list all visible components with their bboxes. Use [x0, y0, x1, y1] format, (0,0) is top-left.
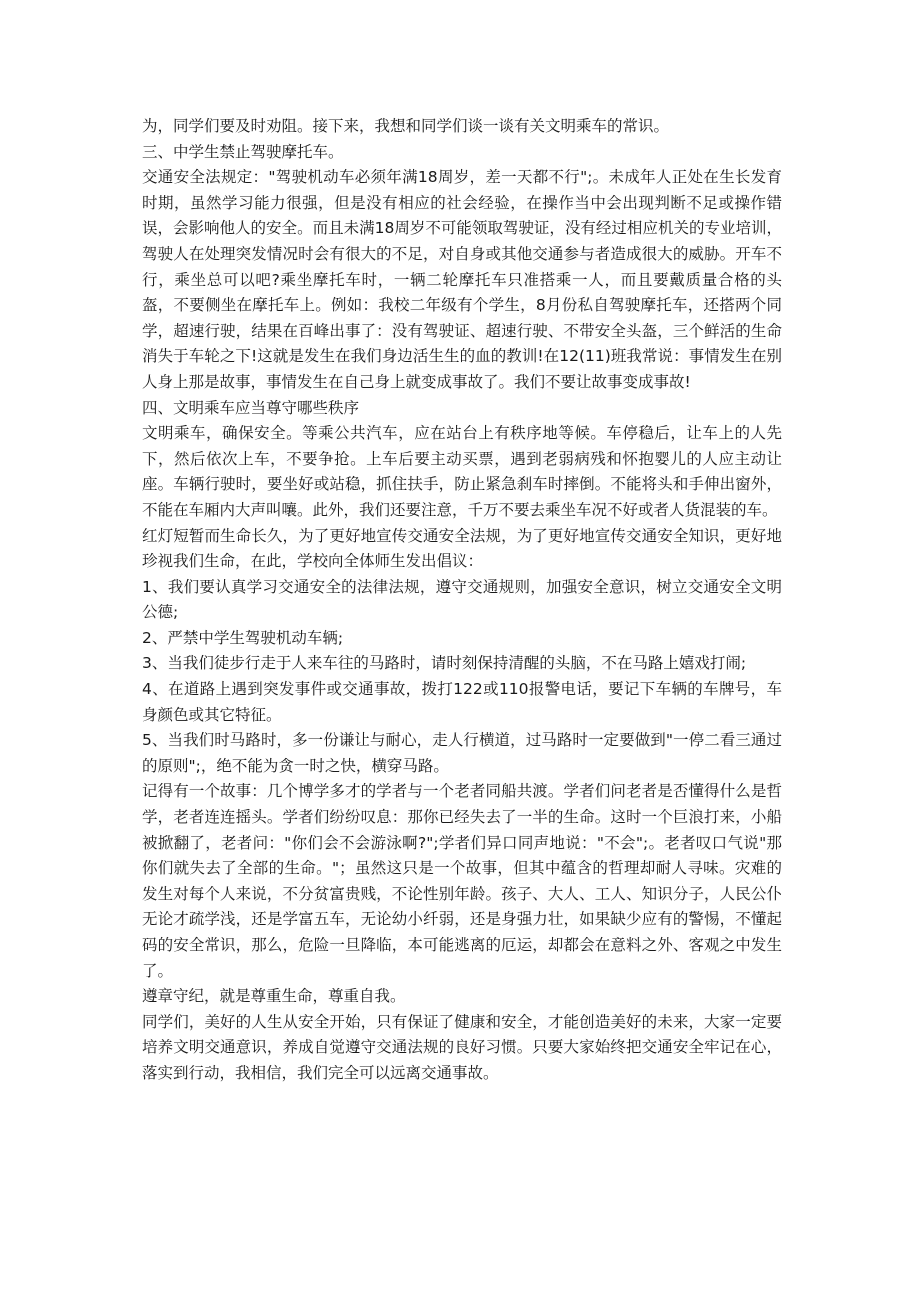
paragraph-conclusion: 同学们，美好的人生从安全开始，只有保证了健康和安全，才能创造美好的未来，大家一定要培养文明交通意识，养成自觉遵守交通法规的良好习惯。只要大家始终把交通安全牢记在心，落实到行动，我相信，我们完全可以远离交通事故。	[142, 1012, 782, 1082]
list-item-proposal-5: 5、当我们时马路时，多一份谦让与耐心，走人行横道，过马路时一定要做到"一停二看三通过的原则";，绝不能为贪一时之快，横穿马路。	[142, 731, 782, 775]
paragraph-proposal-intro: 红灯短暂而生命长久，为了更好地宣传交通安全法规，为了更好地宣传交通安全知识，更好地珍视我们生命，在此，学校向全体师生发出倡议：	[142, 526, 782, 571]
paragraph-respect-life: 遵章守纪，就是尊重生命，尊重自我。	[142, 987, 406, 1006]
list-item-proposal-1: 1、我们要认真学习交通安全的法律法规，遵守交通规则，加强安全意识，树立交通安全文明公德;	[142, 577, 782, 622]
list-item-proposal-3: 3、当我们徒步行走于人来车往的马路时，请时刻保持清醒的头脑，不在马路上嬉戏打闹;	[142, 654, 747, 673]
paragraph-civil-riding: 文明乘车，确保安全。等乘公共汽车，应在站台上有秩序地等候。车停稳后，让车上的人先下，然后依次上车，不要争抢。上车后要主动买票，遇到老弱病残和怀抱婴儿的人应主动让座。车辆行驶时，要坐好或站稳，抓住扶手，防止紧急刹车时摔倒。不能将头和手伸出窗外，不能在车厢内大声叫嚷。此外，我们还要注意，千万不要去乘坐车况不好或者人货混装的车。	[142, 424, 782, 519]
list-item-proposal-4: 4、在道路上遇到突发事件或交通事故，拨打122或110报警电话，要记下车辆的车牌号，车身颜色或其它特征。	[142, 680, 782, 724]
heading-section-3: 三、中学生禁止驾驶摩托车。	[142, 142, 344, 161]
paragraph-traffic-law: 交通安全法规定："驾驶机动车必须年满18周岁，差一天都不行";。未成年人正处在生长发育时期，虽然学习能力很强，但是没有相应的社会经验，在操作当中会出现判断不足或操作错误，会影响他人的安全。而且未满18周岁不可能领取驾驶证，没有经过相应机关的专业培训，驾驶人在处理突发情况时会有很大的不足，对自身或其他交通参与者造成很大的威胁。开车不行，乘坐总可以吧?乘坐摩托车时，一辆二轮摩托车只准搭乘一人，而且要戴质量合格的头盔，不要侧坐在摩托车上。例如：我校二年级有个学生，8月份私自驾驶摩托车，还搭两个同学，超速行驶，结果在百峰出事了：没有驾驶证、超速行驶、不带安全头盔，三个鲜活的生命消失于车轮之下!这就是发生在我们身边活生生的血的教训!在12(11)班我常说：事情发生在别人身上那是故事，事情发生在自己身上就变成事故了。我们不要让故事变成事故!	[142, 168, 782, 391]
list-item-proposal-2: 2、严禁中学生驾驶机动车辆;	[142, 628, 344, 647]
heading-section-4: 四、文明乘车应当尊守哪些秩序	[142, 398, 360, 417]
document-body	[142, 114, 782, 1087]
paragraph-intro-continuation: 为，同学们要及时劝阻。接下来，我想和同学们谈一谈有关文明乘车的常识。	[142, 117, 670, 135]
paragraph-story: 记得有一个故事：几个博学多才的学者与一个老者同船共渡。学者们问老者是否懂得什么是哲学，老者连连摇头。学者们纷纷叹息：那你已经失去了一半的生命。这时一个巨浪打来，小船被掀翻了，老者问："你们会不会游泳啊?";学者们异口同声地说："不会";。老者叹口气说"那你们就失去了全部的生命。"；虽然这只是一个故事，但其中蕴含的哲理却耐人寻味。灾难的发生对每个人来说，不分贫富贵贱，不论性别年龄。孩子、大人、工人、知识分子，人民公仆无论才疏学浅，还是学富五车，无论幼小纤弱，还是身强力壮，如果缺少应有的警惕，不懂起码的安全常识，那么，危险一旦降临，本可能逃离的厄运，却都会在意料之外、客观之中发生了。	[142, 782, 782, 980]
